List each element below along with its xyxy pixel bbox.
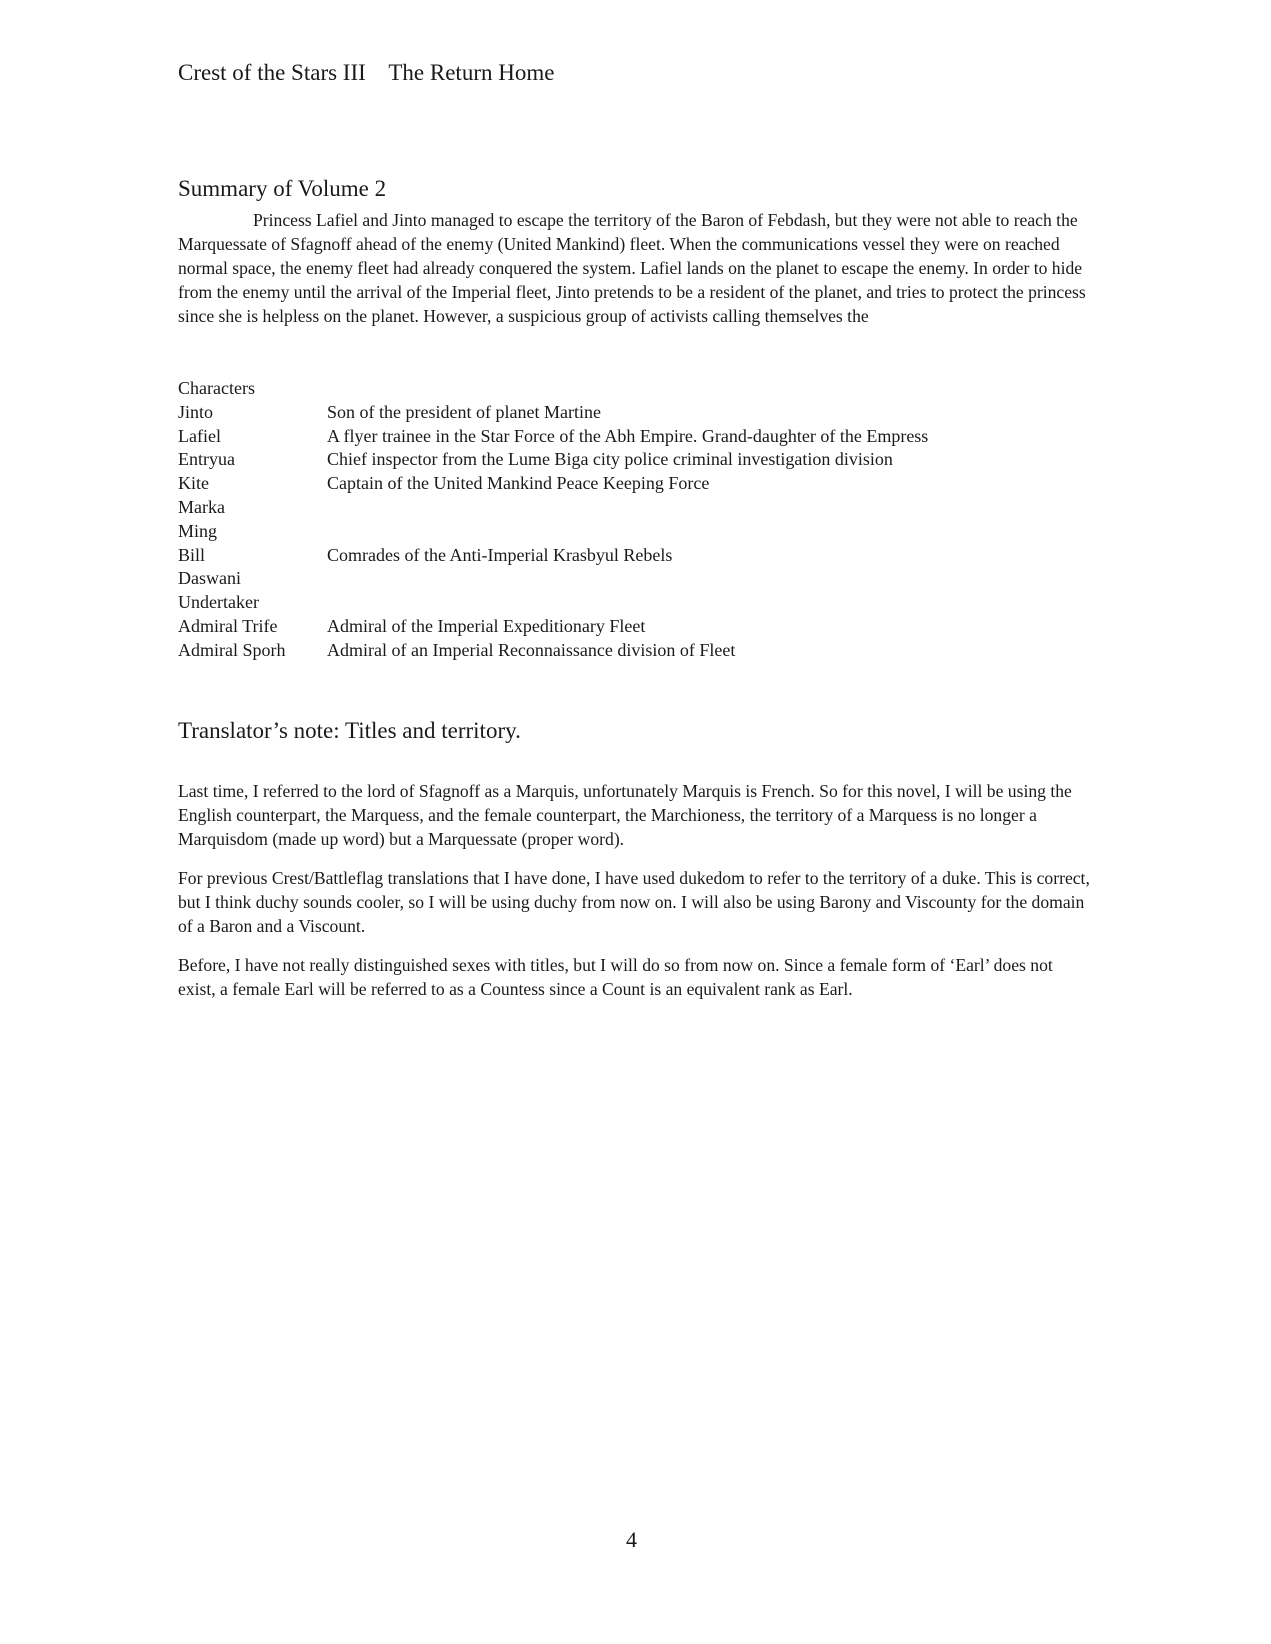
character-list — [178, 377, 928, 663]
character-name: Admiral Sporh — [178, 639, 286, 660]
character-description: Admiral of an Imperial Reconnaissance division of Fleet — [327, 639, 736, 660]
character-name: Undertaker — [178, 592, 259, 613]
character-description: Admiral of the Imperial Expeditionary Fleet — [327, 615, 646, 636]
page-header: Crest of the Stars III The Return Home — [178, 60, 555, 85]
page-number: 4 — [626, 1527, 637, 1552]
character-name: Entryua — [178, 449, 235, 470]
translator-note-title: Translator’s note: Titles and territory. — [178, 718, 521, 743]
summary-title: Summary of Volume 2 — [178, 176, 387, 201]
summary-body: Princess Lafiel and Jinto managed to escape the territory of the Baron of Febdash, but they were not able to reach the Marquessate of Sfagnoff ahead of the enemy (United Mankind) fleet. When the communications vessel they were on reached normal space, the enemy fleet had already conquered the system. Lafiel lands on the planet to escape the enemy. In order to hide from the enemy until the arrival of the Imperial fleet, Jinto pretends to be a resident of the planet, and tries to protect the princess since she is helpless on the planet. However, a suspicious group of activists calling themselves the — [178, 210, 1086, 326]
character-name: Bill — [178, 544, 206, 565]
character-row — [178, 496, 928, 520]
character-name: Kite — [178, 473, 209, 494]
character-row — [178, 472, 928, 496]
character-row — [178, 401, 928, 425]
character-row — [178, 520, 928, 544]
character-description — [327, 567, 928, 591]
character-name: Admiral Trife — [178, 615, 278, 636]
character-description: A flyer trainee in the Star Force of the Abh Empire. Grand-daughter of the Empress — [327, 425, 929, 446]
translator-note-paragraph: Last time, I referred to the lord of Sfagnoff as a Marquis, unfortunately Marquis is French. So for this novel, I will be using the English counterpart, the Marquess, and the female counterpart, the Marchioness, the territory of a Marquess is no longer a Marquisdom (made up word) but a Marquessate (proper word). — [178, 781, 1072, 849]
character-list-heading — [178, 377, 928, 401]
character-name: Lafiel — [178, 425, 221, 446]
character-row — [178, 448, 928, 472]
characters-heading: Characters — [178, 378, 255, 398]
translator-note-paragraph: Before, I have not really distinguished sexes with titles, but I will do so from now on. Since a female form of ‘Earl’ does not exist, a female Earl will be referred to as a Countess since a Count is an equivalent rank as Earl. — [178, 955, 1053, 999]
character-description: Comrades of the Anti-Imperial Krasbyul Rebels — [327, 544, 673, 565]
character-description — [327, 591, 928, 615]
translator-note-body — [178, 779, 1090, 1016]
translator-note-paragraph: For previous Crest/Battleflag translations that I have done, I have used dukedom to refer to the territory of a duke. This is correct, but I think duchy sounds cooler, so I will be using duchy from now on. I will also be using Barony and Viscounty for the domain of a Baron and a Viscount. — [178, 868, 1090, 936]
character-row — [178, 425, 928, 449]
character-row — [178, 567, 928, 591]
character-name: Marka — [178, 496, 225, 517]
character-row — [178, 639, 928, 663]
character-description — [327, 520, 928, 544]
character-description: Captain of the United Mankind Peace Keeping Force — [327, 473, 710, 494]
character-description — [327, 496, 928, 520]
character-name: Daswani — [178, 568, 241, 589]
character-name: Jinto — [178, 401, 214, 422]
character-row — [178, 544, 928, 568]
character-row — [178, 591, 928, 615]
character-name: Ming — [178, 520, 218, 541]
character-description: Chief inspector from the Lume Biga city police criminal investigation division — [327, 449, 893, 470]
character-description: Son of the president of planet Martine — [327, 401, 601, 422]
character-row — [178, 615, 928, 639]
